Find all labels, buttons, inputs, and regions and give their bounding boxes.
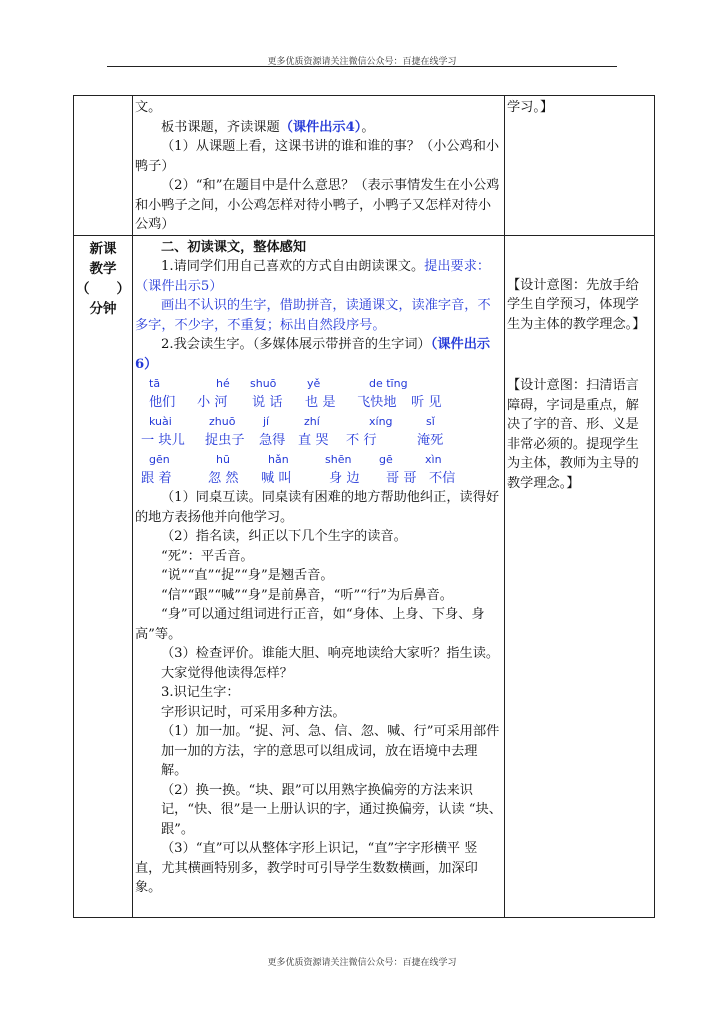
page-footer: 更多优质资源请关注微信公众号：百捷在线学习: [267, 958, 457, 968]
stage-label: 分钟: [89, 300, 117, 317]
text-line: 画出不认识的生字，借助拼音，读通课文，读准字音，不多字，不少字，不重复；标出自然段序号。: [135, 298, 491, 333]
note-cell: [505, 96, 655, 236]
text-line: 字形识记时，可采用多种方法。: [161, 704, 346, 720]
stage-label: （ ）: [76, 280, 130, 297]
page-header: 更多优质资源请关注微信公众号：百捷在线学习: [267, 57, 457, 67]
stage-label: 教学: [89, 260, 117, 277]
text-line: 1.请同学们用自己喜欢的方式自由朗读课文。提出要求：（课件出示5）: [135, 259, 491, 294]
text-line: 3.识记生字：: [161, 685, 240, 700]
text-line: 文。: [135, 100, 162, 115]
lesson-table: [73, 95, 655, 918]
table-row: [74, 235, 655, 917]
design-note: 学习。】: [507, 100, 554, 115]
section-heading: 二、初读课文，整体感知: [161, 239, 307, 255]
text-line: 板书课题，齐读课题（课件出示4）。: [161, 119, 375, 135]
label-cell: [74, 96, 133, 236]
pinyin-row: gēn hū hǎn shēn gē xìn: [149, 453, 442, 466]
design-note: 【设计意图：先放手给学生自学预习，体现学生为主体的教学理念。】: [507, 277, 646, 332]
text-line: “说”“直”“捉”“身”是翘舌音。: [161, 568, 334, 583]
word-row: 他们 小 河 说 话 也 是 飞快地 听 见: [149, 395, 442, 410]
content-cell: [133, 96, 505, 236]
header-rule: [107, 66, 617, 67]
design-note: 【设计意图：扫清语言障碍，字词是重点，解决了字的音、形、义是非常必须的。提现学生为主体，教师为主导的教学理念。】: [507, 378, 639, 491]
text-line: （2）指名读，纠正以下几个生字的读音。: [161, 529, 407, 544]
text-line: （3）“直”可以从整体字形上识记，“直”字字形横平 竖直，尤其横画特别多，教学时可引导学生数数横画，加深印象。: [135, 841, 478, 895]
pinyin-row: tā hé shuō yě de tīng: [149, 377, 408, 390]
text-line: （1）同桌互读。同桌读有困难的地方帮助他纠正，读得好的地方表扬他并向他学习。: [135, 490, 500, 525]
text-line: 2.我会读生字。（多媒体展示带拼音的生字词）（课件出示6）: [135, 337, 491, 372]
text-line: 大家觉得他读得怎样？: [161, 665, 293, 681]
text-line: （3）检查评价。谁能大胆、响亮地读给大家听？指生读。: [161, 646, 500, 661]
word-row: 一 块儿 捉虫子 急得 直 哭 不 行 淹死: [141, 433, 444, 448]
text-line: “死”：平舌音。: [161, 548, 254, 564]
pinyin-row: kuài zhuō jí zhí xíng sǐ: [149, 415, 435, 428]
text-line: （1）加一加。“捉、河、急、信、忽、喊、行”可采用部件加一加的方法，字的意思可以组成词，放在语境中去理解。: [161, 724, 500, 778]
note-cell: [505, 235, 655, 917]
content-cell: [133, 235, 505, 917]
text-line: “信”“跟”“喊”“身”是前鼻音，“听”“行”为后鼻音。: [161, 587, 453, 603]
label-cell: [74, 235, 133, 917]
table-row: [74, 96, 655, 236]
text-line: （1）从课题上看，这课书讲的谁和谁的事？（小公鸡和小鸭子）: [135, 139, 500, 174]
text-line: “身”可以通过组词进行正音，如“身体、上身、下身、身高”等。: [135, 607, 485, 642]
text-line: （2）换一换。“块、跟”可以用熟字换偏旁的方法来识记，“快、很”是一上册认识的字，通过换偏旁，认读 “块、跟”。: [161, 782, 502, 837]
word-row: 跟 着 忽 然 喊 叫 身 边 哥 哥 不信: [141, 471, 456, 486]
text-line: （2）“和”在题目中是什么意思？（表示事情发生在小公鸡和小鸭子之间，小公鸡怎样对待小鸭子，小鸭子又怎样对待小公鸡）: [135, 178, 500, 232]
stage-label: 新课: [89, 240, 117, 257]
